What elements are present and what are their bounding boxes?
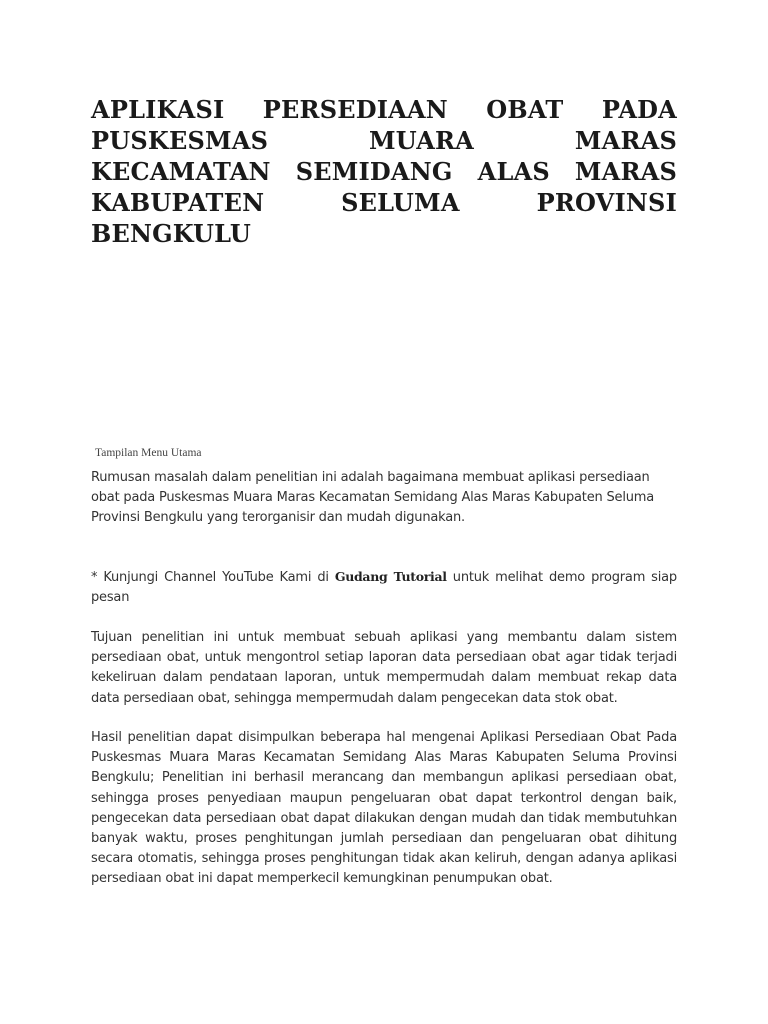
- promo-suffix: untuk melihat demo program siap pesan: [91, 570, 677, 606]
- channel-name: Gudang Tutorial: [334, 569, 447, 584]
- document-page: [91, 0, 677, 1024]
- problem-statement-paragraph: Rumusan masalah dalam penelitian ini adalah bagaimana membuat aplikasi persediaan obat pada Puskesmas Muara Maras Kecamatan Semidang Alas Maras Kabupaten Seluma Provinsi Bengkulu yang terorganisir dan mudah digunakan.: [91, 470, 654, 526]
- figure-image-placeholder: [91, 225, 677, 430]
- promo-prefix: * Kunjungi Channel YouTube Kami di: [91, 570, 329, 585]
- document-title: APLIKASI PERSEDIAAN OBAT PADA PUSKESMAS MUARA MARAS KECAMATAN SEMIDANG ALAS MARAS KABUPATEN SELUMA PROVINSI BENGKULU: [91, 95, 677, 248]
- research-goal-paragraph: Tujuan penelitian ini untuk membuat sebuah aplikasi yang membantu dalam sistem persediaan obat, untuk mengontrol setiap laporan data persediaan obat agar tidak terjadi kekeliruan dalam pendataan laporan, untuk mempermudah dalam membuat rekap data data persediaan obat, sehingga mempermudah dalam pengecekan data stok obat.: [91, 630, 677, 706]
- research-result-paragraph: Hasil penelitian dapat disimpulkan beberapa hal mengenai Aplikasi Persediaan Obat Pada Puskesmas Muara Maras Kecamatan Semidang Alas Maras Kabupaten Seluma Provinsi Bengkulu; Penelitian ini berhasil merancang dan membangun aplikasi persediaan obat, sehingga proses penyediaan maupun pengeluaran obat dapat terkontrol dengan baik, pengecekan data persediaan obat dapat dilakukan dengan mudah dan tidak membutuhkan banyak waktu, proses penghitungan jumlah persediaan dan pengeluaran obat dihitung secara otomatis, sehingga proses penghitungan tidak akan keliruh, dengan adanya aplikasi persediaan obat ini dapat memperkecil kemungkinan penumpukan obat.: [91, 730, 677, 887]
- figure-caption: Tampilan Menu Utama: [95, 447, 202, 459]
- youtube-promo-paragraph: [91, 567, 677, 608]
